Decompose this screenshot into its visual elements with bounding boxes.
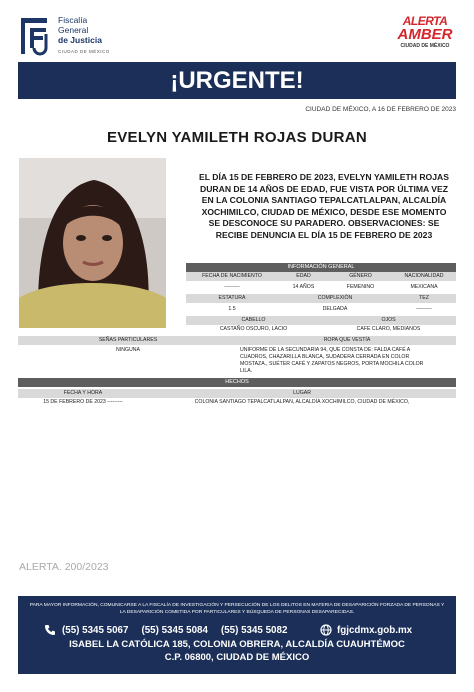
phone-icon	[44, 624, 56, 636]
header-tez: TEZ	[419, 295, 429, 301]
phone-number-1[interactable]: (55) 5345 5067	[62, 624, 129, 636]
header-ojos: OJOS	[381, 317, 396, 323]
header-cabello: CABELLO	[241, 317, 266, 323]
issue-date: CIUDAD DE MÉXICO, A 16 DE FEBRERO DE 2023	[305, 106, 456, 113]
value-cabello: CASTAÑO OSCURO, LACIO	[219, 326, 288, 332]
header-ropa: ROPA QUE VESTÍA	[323, 337, 371, 343]
address-line-2: C.P. 06800, CIUDAD DE MÉXICO	[164, 652, 310, 663]
alerta-amber-logo	[394, 15, 456, 57]
value-genero: FEMENINO	[346, 284, 375, 290]
senas-value-row	[18, 347, 456, 375]
value-edad: 14 AÑOS	[292, 284, 315, 290]
agency-line-4: CIUDAD DE MÉXICO	[58, 49, 110, 54]
header-nacionalidad: NACIONALIDAD	[404, 273, 444, 279]
header-fecha-nacimiento: FECHA DE NACIMIENTO	[202, 273, 262, 279]
amber-line-1: ALERTA	[402, 14, 448, 28]
value-fecha-nacimiento: ---------	[224, 284, 240, 290]
footer-note: PARA MAYOR INFORMACIÓN, COMUNICARSE A LA FISCALÍA DE INVESTIGACIÓN Y PERSECUCIÓN DE LOS DELITOS EN MATERIA DE DESAPARICIÓN FORZADA DE PERSONAS Y LA DESAPARICIÓN COMETIDA POR PARTICULARES Y BÚSQUEDA DE PERSONAS DESAPARECIDAS.	[29, 603, 445, 615]
info-header-row-2	[186, 294, 456, 303]
header-genero: GÉNERO	[349, 273, 372, 279]
value-nacionalidad: MEXICANA	[410, 284, 438, 290]
alert-number: ALERTA. 200/2023	[19, 561, 109, 573]
info-value-row-1	[186, 283, 456, 292]
case-description: EL DÍA 15 DE FEBRERO DE 2023, EVELYN YAMILETH ROJAS DURAN DE 14 AÑOS DE EDAD, FUE VISTA POR ÚLTIMA VEZ EN LA COLONIA SANTIAGO TEPALCATLALPAN, ALCALDÍA XOCHIMILCO, CIUDAD DE MÉXICO, DESDE ESE MOMENTO SE DESCONOCE SU PARADERO. OBSERVACIONES: SE RECIBE DENUNCIA EL DÍA 15 DE FEBRERO DE 2023	[199, 172, 449, 240]
header-senas: SEÑAS PARTICULARES	[98, 337, 158, 343]
address-line-1: ISABEL LA CATÓLICA 185, COLONIA OBRERA, ALCALDÍA CUAUHTÉMOC	[69, 639, 405, 650]
senas-header-row	[18, 336, 456, 345]
info-header-row-3	[186, 316, 456, 325]
header-complexion: COMPLEXIÓN	[317, 295, 353, 301]
header-estatura: ESTATURA	[218, 295, 246, 301]
info-header-row-1	[186, 272, 456, 281]
value-estatura: 1.5	[228, 306, 236, 312]
header-fecha-hora: FECHA Y HORA	[63, 390, 103, 396]
web-icon	[320, 624, 332, 636]
urgent-banner: ¡URGENTE!	[18, 62, 456, 99]
info-value-row-2	[186, 305, 456, 314]
info-value-row-3	[186, 325, 456, 334]
value-senas: NINGUNA	[116, 347, 140, 353]
agency-line-1: Fiscalía	[58, 15, 88, 25]
person-name: EVELYN YAMILETH ROJAS DURAN	[106, 129, 368, 146]
value-lugar: COLONIA SANTIAGO TEPALCATLALPAN, ALCALDÍA XOCHIMILCO, CIUDAD DE MÉXICO,	[194, 399, 410, 405]
amber-line-3: CIUDAD DE MÉXICO	[400, 43, 450, 49]
value-ropa: UNIFORME DE LA SECUNDARIA 94, QUE CONSTA DE: FALDA CAFÉ A CUADROS, CHAZARILLA BLANCA, SUDADERA CERRADA EN COLOR MOSTAZA., SUÉTER CAFÉ Y ZAPATOS NEGROS, PORTA MOCHILA COLOR LILA.	[240, 347, 424, 374]
value-tez: ---------	[416, 306, 432, 312]
header-edad: EDAD	[296, 273, 311, 279]
agency-name	[58, 15, 110, 57]
footer	[18, 596, 456, 674]
hechos-value-row	[18, 399, 456, 406]
hechos-header-row	[18, 389, 456, 398]
website-link[interactable]	[320, 624, 412, 636]
value-fecha-hora: 15 DE FEBRERO DE 2023 ---------	[43, 399, 123, 405]
agency-line-2: General	[58, 25, 89, 35]
value-ojos: CAFE CLARO, MEDIANOS	[356, 326, 421, 332]
amber-line-2: AMBER	[397, 26, 453, 43]
header	[0, 0, 474, 62]
phone-number-3[interactable]: (55) 5345 5082	[220, 624, 288, 636]
info-general-header: INFORMACIÓN GENERAL	[186, 263, 456, 272]
phone-list	[44, 624, 300, 636]
person-photo	[19, 158, 166, 328]
website-text[interactable]: fgjcdmx.gob.mx	[337, 624, 413, 636]
agency-line-3: de Justicia	[58, 35, 102, 45]
fgj-logo-icon	[18, 16, 52, 56]
phone-number-2[interactable]: (55) 5345 5084	[141, 624, 208, 636]
value-complexion: DELGADA	[322, 306, 348, 312]
hechos-header: HECHOS	[18, 378, 456, 387]
header-lugar: LUGAR	[293, 390, 311, 396]
